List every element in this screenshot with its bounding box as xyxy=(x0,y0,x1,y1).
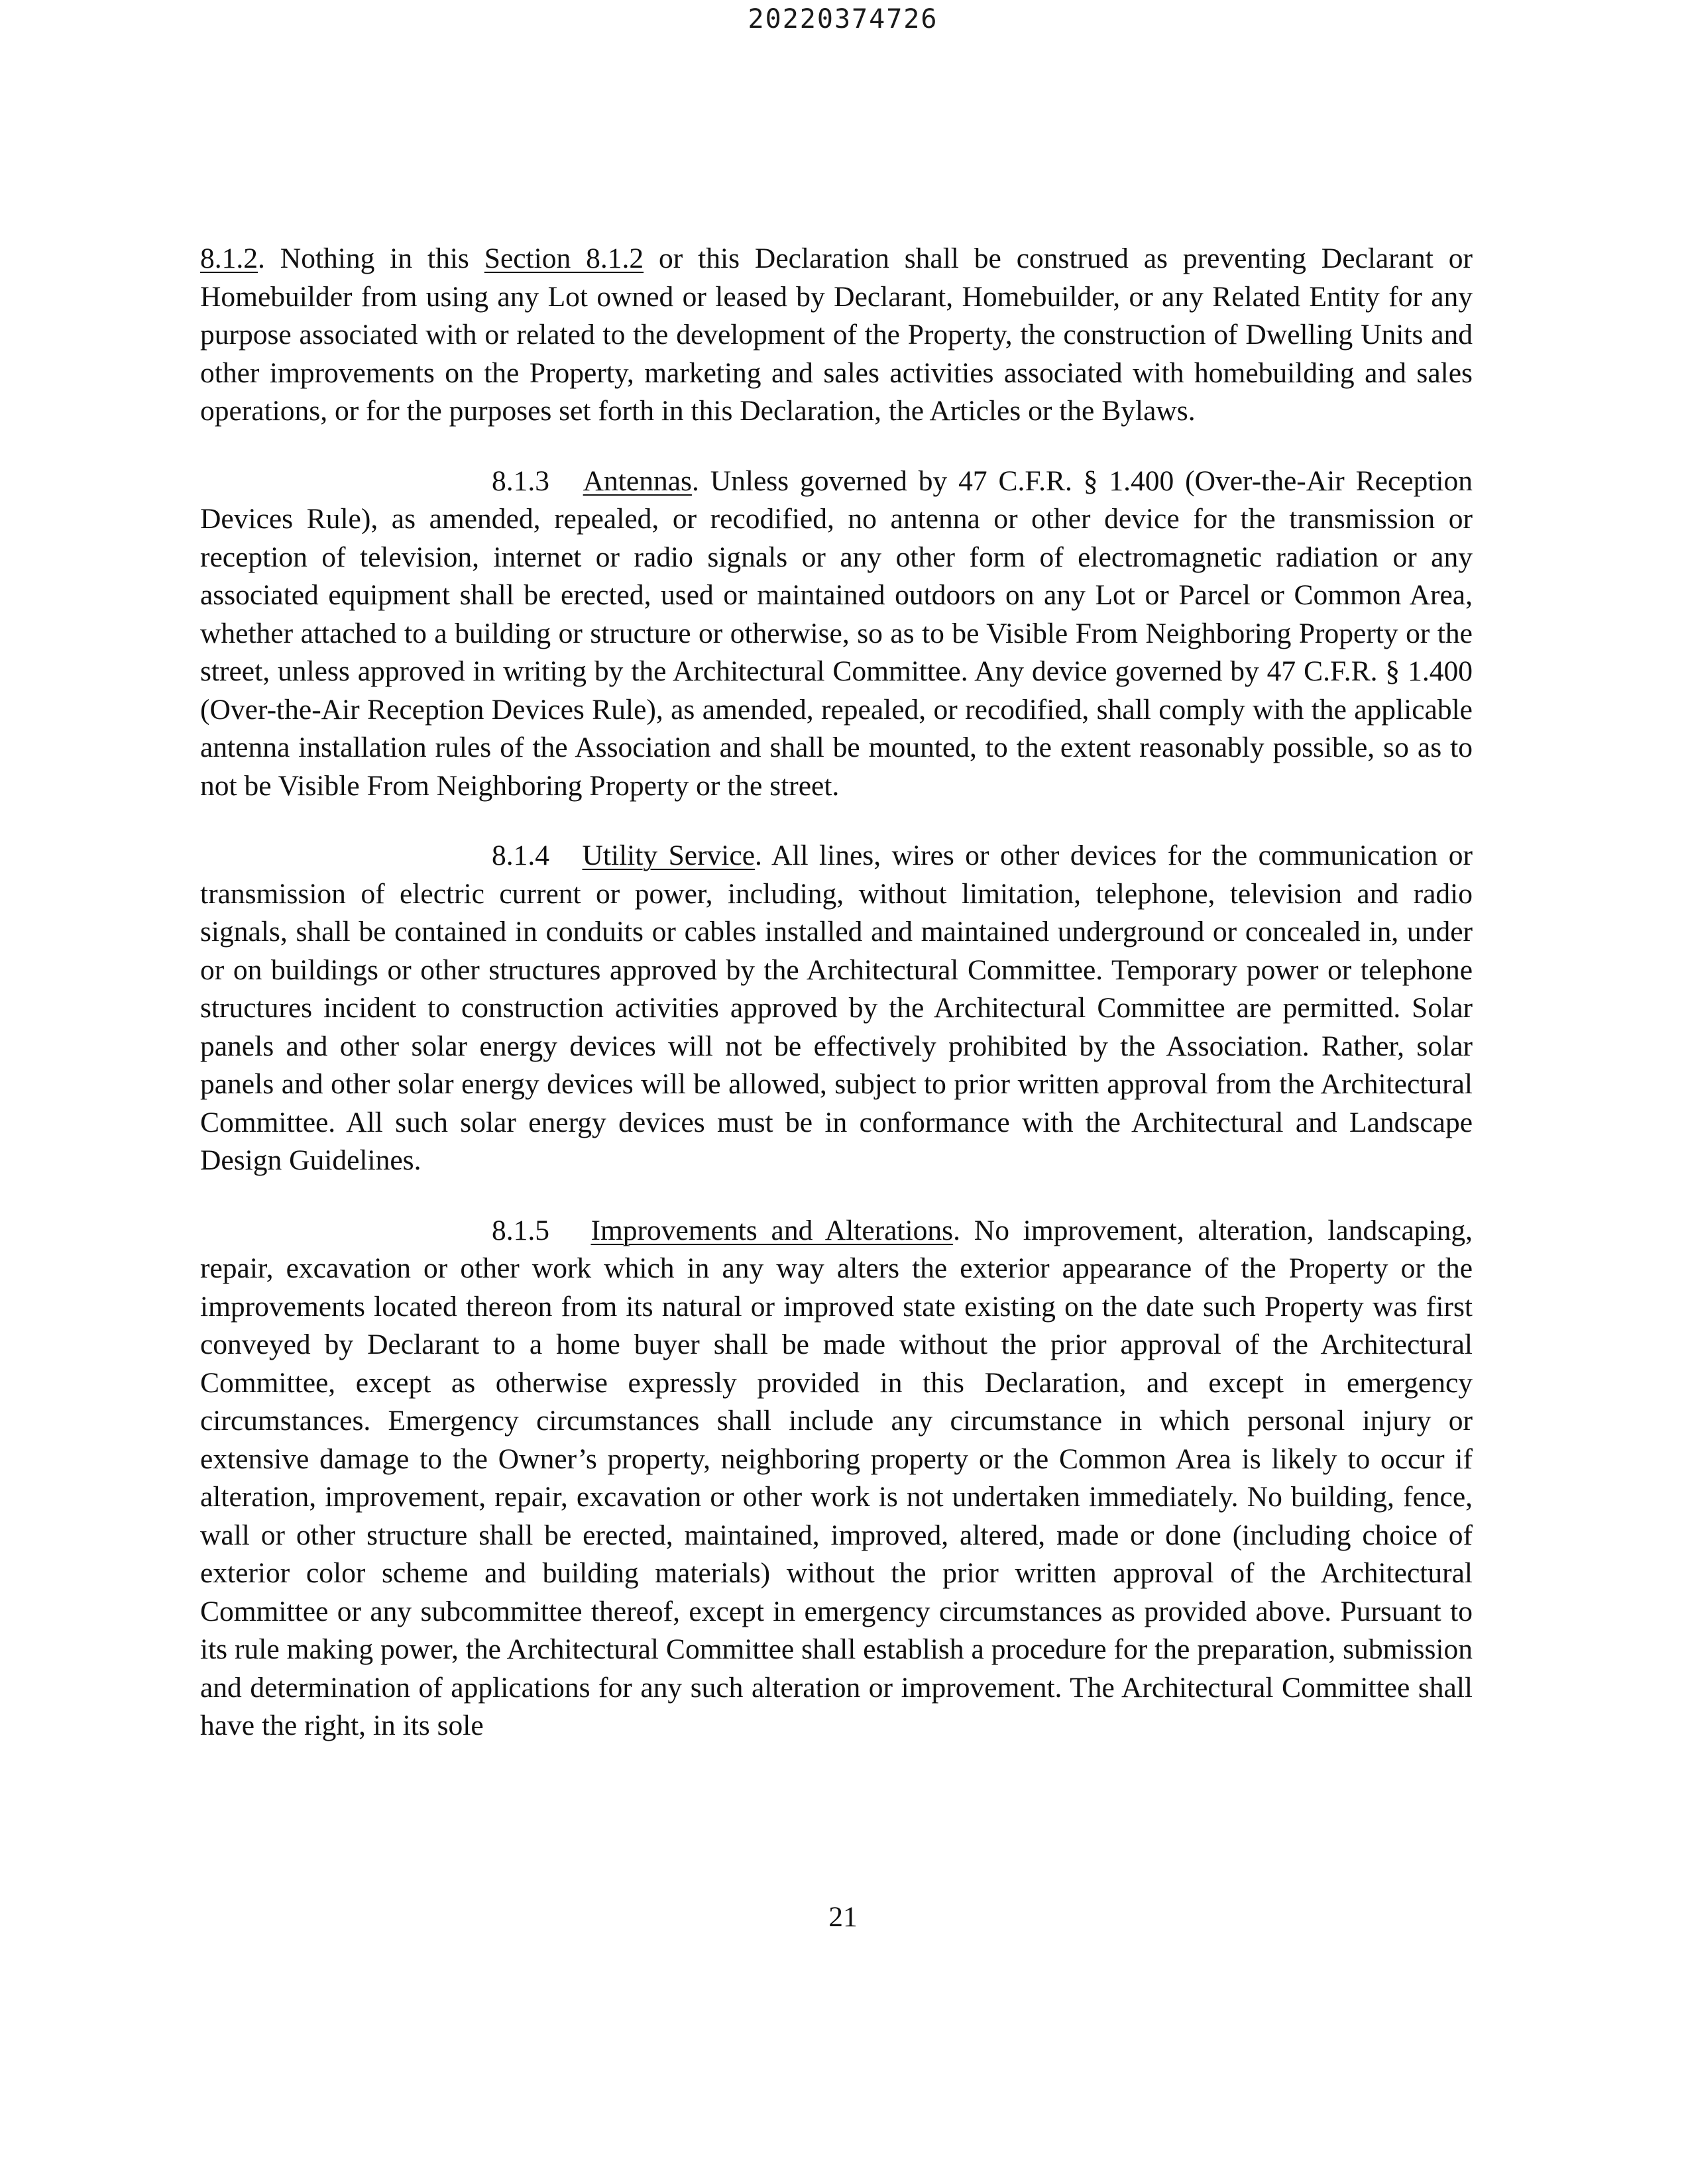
section-heading-utility-service: Utility Service xyxy=(582,840,756,871)
section-heading-antennas: Antennas xyxy=(583,464,692,497)
document-body xyxy=(200,240,1473,1777)
section-heading-improvements-and-alterations: Improvements and Alterations xyxy=(590,1214,954,1246)
document-number: 20220374726 xyxy=(748,4,938,34)
paragraph-8-1-2 xyxy=(200,240,1473,431)
section-number-8-1-4: 8.1.4 xyxy=(492,840,549,871)
section-number-8-1-2: 8.1.2 xyxy=(200,243,258,274)
paragraph-text: . No improvement, alteration, landscaping, repair, excavation or other work which in any way alters the exterior appearance of the Property or the improvements located thereon from its natural or improved state existing on the date such Property was first conveyed by Declarant to a home buyer shall be made without the prior approval of the Architectural Committee, except as otherwise expressly provided in this Declaration, and except in emergency circumstances. Emergency circumstances shall include any circumstance in which personal injury or extensive damage to the Owner’s property, neighboring property or the Common Area is likely to occur if alteration, improvement, repair, excavation or other work is not undertaken immediately. No building, fence, wall or other structure shall be erected, maintained, improved, altered, made or done (including choice of exterior color scheme and building materials) without the prior written approval of the Architectural Committee or any subcommittee thereof, except in emergency circumstances as provided above. Pursuant to its rule making power, the Architectural Committee shall establish a procedure for the preparation, submission and determination of applications for any such alteration or improvement. The Architectural Committee shall have the right, in its sole xyxy=(200,1214,1473,1741)
paragraph-text: . All lines, wires or other devices for the communication or transmission of electric current or power, including, without limitation, telephone, television and radio signals, shall be contained in conduits or cables installed and maintained underground or concealed in, under or on buildings or other structures approved by the Architectural Committee. Temporary power or telephone structures incident to construction activities approved by the Architectural Committee are permitted. Solar panels and other solar energy devices will not be effectively prohibited by the Association. Rather, solar panels and other solar energy devices will be allowed, subject to prior written approval from the Architectural Committee. All such solar energy devices must be in conformance with the Architectural and Landscape Design Guidelines. xyxy=(200,840,1473,1176)
section-reference: Section 8.1.2 xyxy=(484,243,644,274)
paragraph-text: or this Declaration shall be construed as preventing Declarant or Homebuilder from using any Lot owned or leased by Declarant, Homebuilder, or any Related Entity for any purpose associated with or related to the development of the Property, the construction of Dwelling Units and other improvements on the Property, marketing and sales activities associated with homebuilding and sales operations, or for the purposes set forth in this Declaration, the Articles or the Bylaws. xyxy=(200,243,1473,427)
paragraph-lead-text: . Nothing in this xyxy=(258,243,484,274)
paragraph-text: . Unless governed by 47 C.F.R. § 1.400 (Over-the-Air Reception Devices Rule), as amended, repealed, or recodified, no antenna or other device for the transmission or reception of television, internet or radio signals or any other form of electromagnetic radiation or any associated equipment shall be erected, used or maintained outdoors on any Lot or Parcel or Common Area, whether attached to a building or structure or otherwise, so as to be Visible From Neighboring Property or the street, unless approved in writing by the Architectural Committee. Any device governed by 47 C.F.R. § 1.400 (Over-the-Air Reception Devices Rule), as amended, repealed, or recodified, shall comply with the applicable antenna installation rules of the Association and shall be mounted, to the extent reasonably possible, so as to not be Visible From Neighboring Property or the street. xyxy=(200,464,1473,802)
paragraph-8-1-5 xyxy=(200,1212,1473,1745)
section-number-8-1-5: 8.1.5 xyxy=(492,1214,549,1246)
paragraph-8-1-3 xyxy=(200,463,1473,806)
paragraph-8-1-4 xyxy=(200,837,1473,1180)
page-number: 21 xyxy=(828,1901,858,1933)
section-number-8-1-3: 8.1.3 xyxy=(492,464,549,497)
